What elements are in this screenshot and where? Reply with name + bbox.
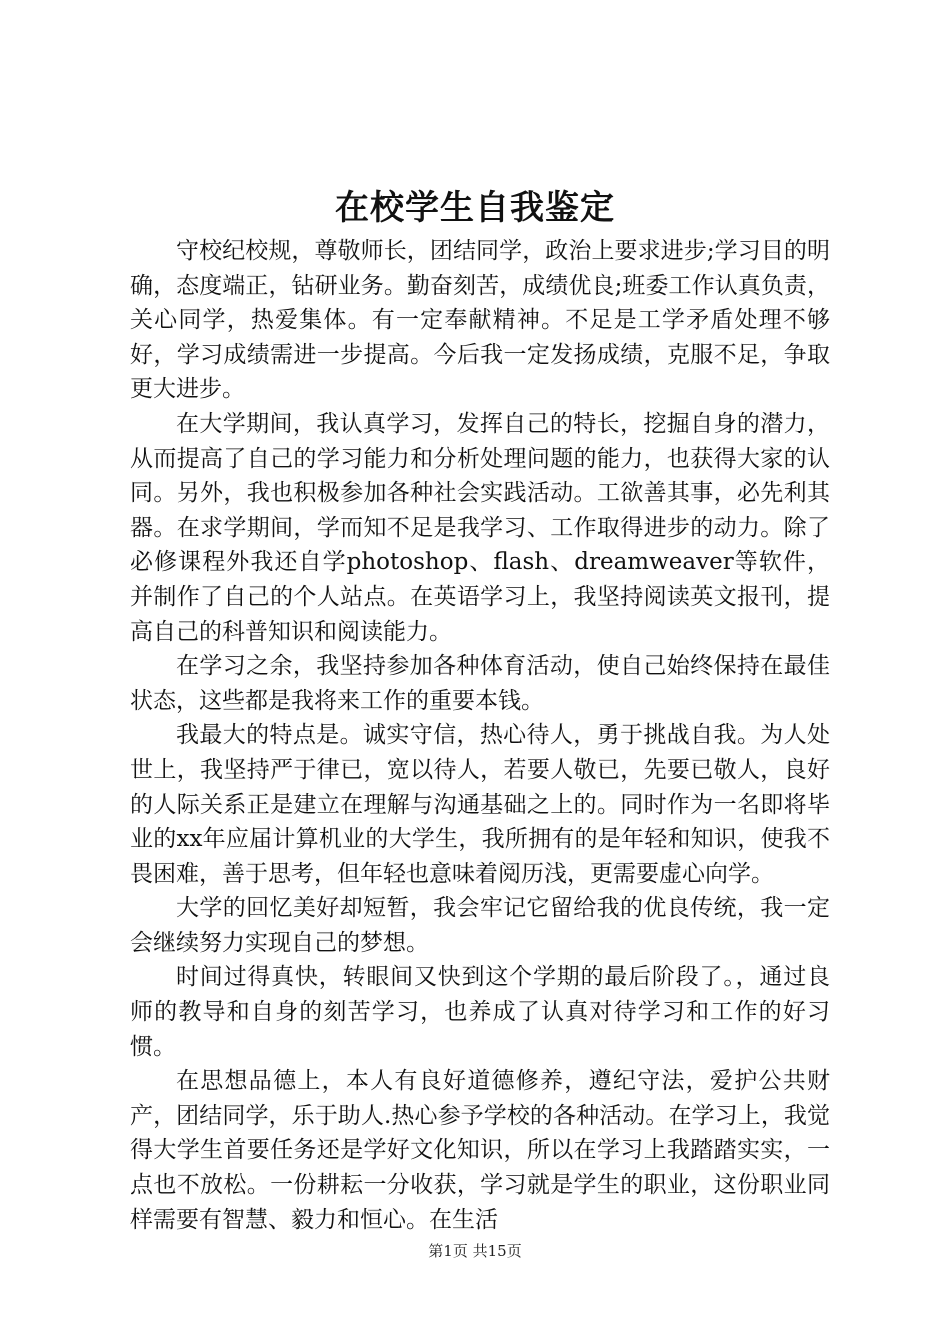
document-body (130, 234, 830, 1237)
paragraph-1: 守校纪校规，尊敬师长，团结同学，政治上要求进步;学习目的明确，态度端正，钻研业务。勤奋刻苦，成绩优良;班委工作认真负责，关心同学，热爱集体。有一定奉献精神。不足是工学矛盾处理不够好，学习成绩需进一步提高。今后我一定发扬成绩，克服不足，争取更大进步。 (130, 238, 830, 403)
paragraph-5: 大学的回忆美好却短暂，我会牢记它留给我的优良传统，我一定会继续努力实现自己的梦想。 (130, 895, 830, 956)
paragraph-6: 时间过得真快，转眼间又快到这个学期的最后阶段了。，通过良师的教导和自身的刻苦学习，也养成了认真对待学习和工作的好习惯。 (130, 964, 830, 1060)
paragraph-4: 我最大的特点是。诚实守信，热心待人，勇于挑战自我。为人处世上，我坚持严于律已，宽以待人，若要人敬已，先要已敬人，良好的人际关系正是建立在理解与沟通基础之上的。同时作为一名即将毕业的xx年应届计算机业的大学生，我所拥有的是年轻和知识，使我不畏困难，善于思考，但年轻也意味着阅历浅，更需要虚心向学。 (130, 722, 830, 887)
paragraph-3: 在学习之余，我坚持参加各种体育活动，使自己始终保持在最佳状态，这些都是我将来工作的重要本钱。 (130, 653, 830, 714)
paragraph-7: 在思想品德上，本人有良好道德修养，遵纪守法，爱护公共财产，团结同学，乐于助人.热心参予学校的各种活动。在学习上，我觉得大学生首要任务还是学好文化知识，所以在学习上我踏踏实实，一点也不放松。一份耕耘一分收获，学习就是学生的职业，这份职业同样需要有智慧、毅力和恒心。在生活 (130, 1068, 830, 1233)
paragraph-2: 在大学期间，我认真学习，发挥自己的特长，挖掘自身的潜力，从而提高了自己的学习能力和分析处理问题的能力，也获得大家的认同。另外，我也积极参加各种社会实践活动。工欲善其事，必先利其器。在求学期间，学而知不足是我学习、工作取得进步的动力。除了必修课程外我还自学photoshop、flash、dreamweaver等软件，并制作了自己的个人站点。在英语学习上，我坚持阅读英文报刊，提高自己的科普知识和阅读能力。 (130, 410, 830, 645)
page-footer: 第1页 共15页 (428, 1242, 522, 1260)
document-title: 在校学生自我鉴定 (335, 188, 615, 228)
